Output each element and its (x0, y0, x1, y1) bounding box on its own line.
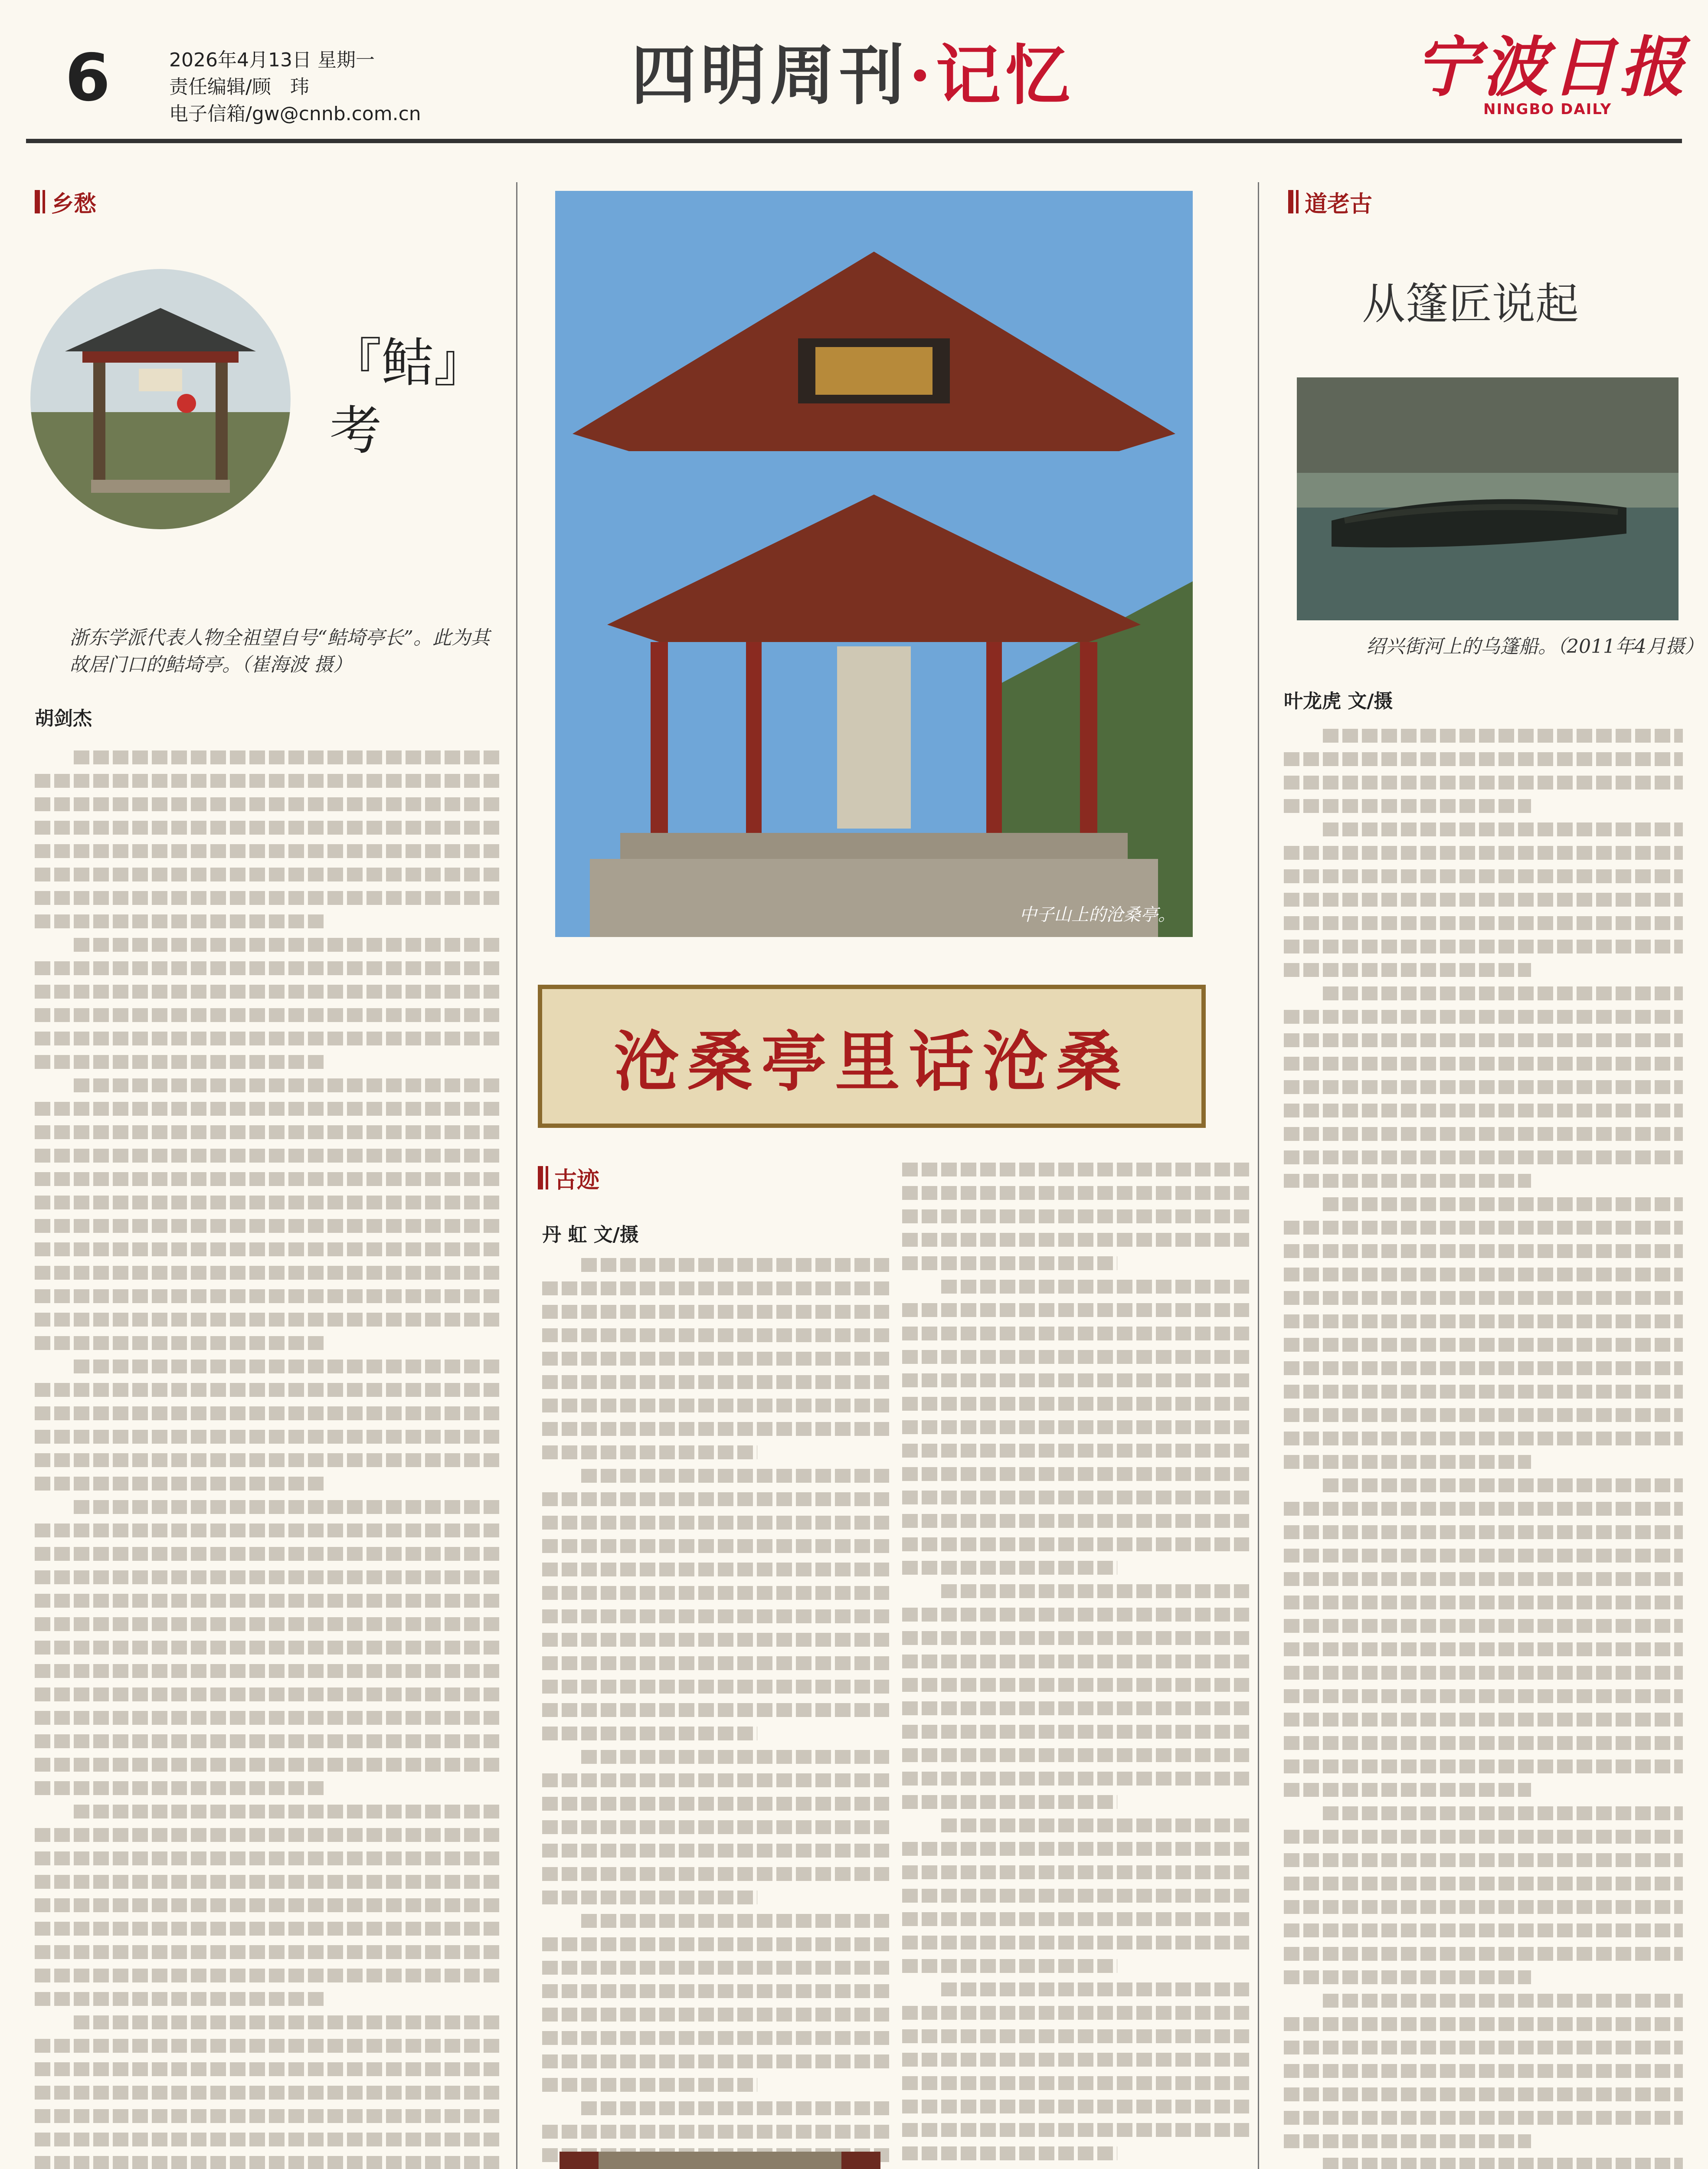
pavilion-photo (30, 269, 291, 529)
stele-photo (560, 2152, 880, 2169)
article-author: 丹 虹 文/摄 (542, 1224, 639, 1246)
column-topic: 记忆 (936, 37, 1075, 114)
article-body-cangsang-col1 (542, 1258, 889, 2169)
stele-illustration (560, 2152, 880, 2169)
editor-email: 电子信箱/gw@cnnb.com.cn (169, 103, 421, 125)
headline-jie-kao: 『鲒』考 (330, 333, 486, 461)
article-body-jie (35, 750, 503, 2169)
section-label: 古迹 (554, 1166, 600, 1193)
tag-mark-icon (1296, 190, 1299, 213)
pavilion-illustration (555, 191, 1193, 937)
pavilion-illustration (30, 269, 291, 529)
responsible-editor: 责任编辑/顾 玮 (169, 76, 309, 98)
headline-banner (538, 985, 1206, 1128)
cangsang-pavilion-photo (555, 191, 1193, 937)
section-tag-daolaogu (1288, 187, 1372, 217)
section-tag-xiangchou (35, 187, 96, 217)
column-title (631, 38, 1108, 113)
section-label: 道老古 (1305, 190, 1373, 217)
newspaper-logo-en: NINGBO DAILY (1483, 101, 1612, 118)
article-body-cangsang-col2 (902, 1163, 1249, 2169)
headline-cangsang: 沧桑亭里话沧桑 (613, 1024, 1130, 1100)
page-number: 6 (65, 40, 111, 116)
photo-caption-boat: 绍兴街河上的乌篷船。（2011年4月摄） (1366, 636, 1704, 658)
column-separator: · (909, 37, 936, 114)
photo-caption-pavilion: 中子山上的沧桑亭。 (1019, 905, 1175, 925)
tag-mark-icon (546, 1166, 548, 1189)
article-author: 胡剑杰 (35, 708, 92, 730)
column-divider-left (516, 182, 517, 2169)
column-divider-right (1258, 182, 1259, 2169)
wupeng-boat-photo (1297, 377, 1679, 620)
newspaper-logo: 宁波日报 (1414, 29, 1688, 105)
headline-pengjiang: 从篷匠说起 (1362, 278, 1579, 329)
article-author: 叶龙虎 文/摄 (1284, 690, 1393, 712)
article-body-pengjiang (1284, 729, 1683, 2169)
edition-info (169, 47, 421, 128)
issue-date: 2026年4月13日 星期一 (169, 49, 375, 71)
tag-mark-icon (35, 190, 40, 213)
section-label: 乡愁 (51, 190, 97, 217)
section-tag-guji (538, 1163, 599, 1193)
photo-caption-jieqi: 浙东学派代表人物全祖望自号“鲒埼亭长”。此为其故居门口的鲒埼亭。（崔海波 摄） (69, 627, 490, 676)
tag-mark-icon (43, 190, 45, 213)
tag-mark-icon (538, 1166, 543, 1189)
tag-mark-icon (1288, 190, 1293, 213)
boat-illustration (1297, 377, 1679, 620)
column-name: 四明周刊 (631, 37, 909, 114)
masthead-rule (26, 139, 1682, 143)
